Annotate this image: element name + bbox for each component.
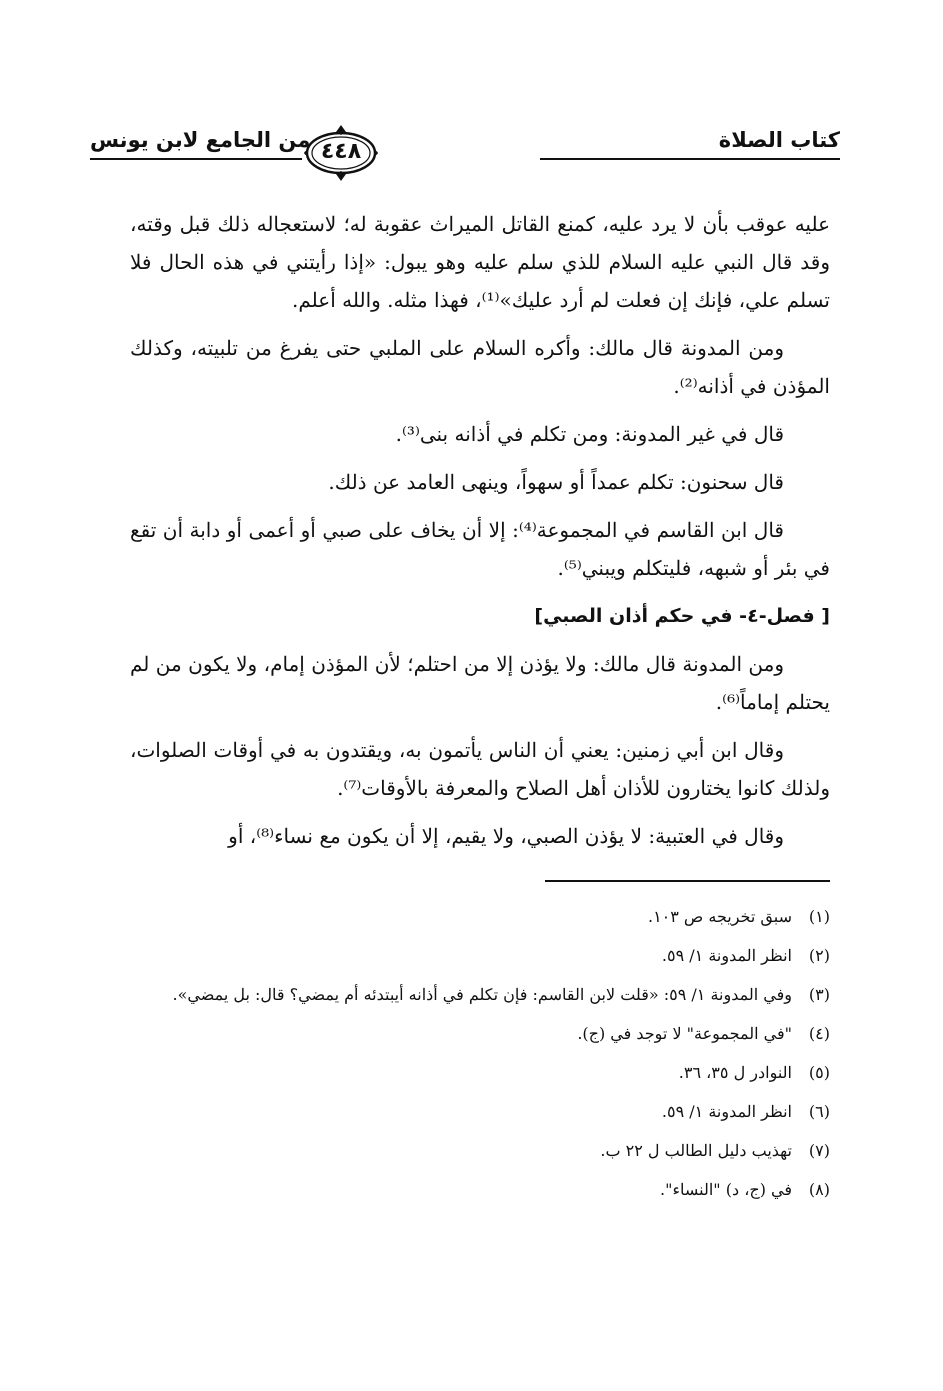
footnote [130, 939, 830, 972]
footnote-text: انظر المدونة ١/ ٥٩. [661, 1102, 792, 1121]
footnote-text: انظر المدونة ١/ ٥٩. [661, 946, 792, 965]
body-paragraph: قال سحنون: تكلم عمداً أو سهواً، وينهى العامد عن ذلك. [328, 470, 784, 494]
body-paragraph: ومن المدونة قال مالك: وأكره السلام على الملبي حتى يفرغ من تلبيته، وكذلك المؤذن في أذانه⁽²⁾. [130, 336, 830, 398]
footnote-number: (٨) [808, 1180, 830, 1199]
header-rule-right [540, 158, 840, 160]
footnote [130, 1134, 830, 1167]
footnote-number: (١) [808, 907, 830, 926]
book-title: كتاب الصلاة [718, 128, 840, 152]
body-paragraph: عليه عوقب بأن لا يرد عليه، كمنع القاتل الميراث عقوبة له؛ لاستعجاله ذلك قبل وقته، وقد قال النبي عليه السلام للذي سلم عليه وهو يبول: «إذا رأيتني في هذه الحال فلا تسلم علي، فإنك إن فعلت لم أرد عليك»⁽¹⁾، فهذا مثله. والله أعلم. [130, 212, 831, 312]
footnote [130, 1173, 830, 1206]
main-text [130, 205, 830, 865]
body-paragraph: وقال في العتبية: لا يؤذن الصبي، ولا يقيم، إلا أن يكون مع نساء⁽⁸⁾، أو [228, 824, 784, 848]
footnote [130, 1095, 830, 1128]
footnote-number: (٧) [808, 1141, 830, 1160]
page-number: ٤٤٨ [320, 139, 362, 164]
footnote-number: (٣) [808, 985, 830, 1004]
book-series-title: من الجامع لابن يونس [90, 128, 311, 152]
footnote [130, 978, 830, 1011]
body-paragraph: ومن المدونة قال مالك: ولا يؤذن إلا من احتلم؛ لأن المؤذن إمام، ولا يكون من لم يحتلم إماماً⁽⁶⁾. [130, 652, 830, 714]
footnote-number: (٢) [808, 946, 830, 965]
body-paragraph: قال ابن القاسم في المجموعة⁽⁴⁾: إلا أن يخاف على صبي أو أعمى أو دابة أن تقع في بئر أو شبهه، فليتكلم ويبني⁽⁵⁾. [130, 518, 830, 580]
footnote-text: سبق تخريجه ص ١٠٣. [647, 907, 792, 926]
footnotes [130, 900, 830, 1212]
footnote-text: النوادر ل ٣٥، ٣٦. [678, 1063, 792, 1082]
header-rule-left [90, 158, 302, 160]
footnote [130, 1017, 830, 1050]
footnote [130, 1056, 830, 1089]
footnote-number: (٦) [808, 1102, 830, 1121]
page-header [90, 118, 840, 188]
footnote-text: في (ج، د) "النساء". [660, 1180, 792, 1199]
footnote [130, 900, 830, 933]
page-number-ornament [302, 123, 380, 183]
footnote-text: تهذيب دليل الطالب ل ٢٢ ب. [600, 1141, 792, 1160]
body-paragraph: قال في غير المدونة: ومن تكلم في أذانه بنى⁽³⁾. [395, 422, 784, 446]
footnote-number: (٥) [808, 1063, 830, 1082]
section-heading: [ فصل-٤- في حكم أذان الصبي] [534, 605, 830, 627]
footnote-text: وفي المدونة ١/ ٥٩: «قلت لابن القاسم: فإن تكلم في أذانه أيبتدئه أم يمضي؟ قال: بل يمضي». [172, 985, 792, 1004]
body-paragraph: وقال ابن أبي زمنين: يعني أن الناس يأتمون به، ويقتدون به في أوقات الصلوات، ولذلك كانوا يختارون للأذان أهل الصلاح والمعرفة بالأوقات⁽⁷⁾. [130, 738, 830, 800]
footnote-separator [545, 880, 830, 882]
footnote-text: "في المجموعة" لا توجد في (ج). [577, 1024, 792, 1043]
footnote-number: (٤) [808, 1024, 830, 1043]
